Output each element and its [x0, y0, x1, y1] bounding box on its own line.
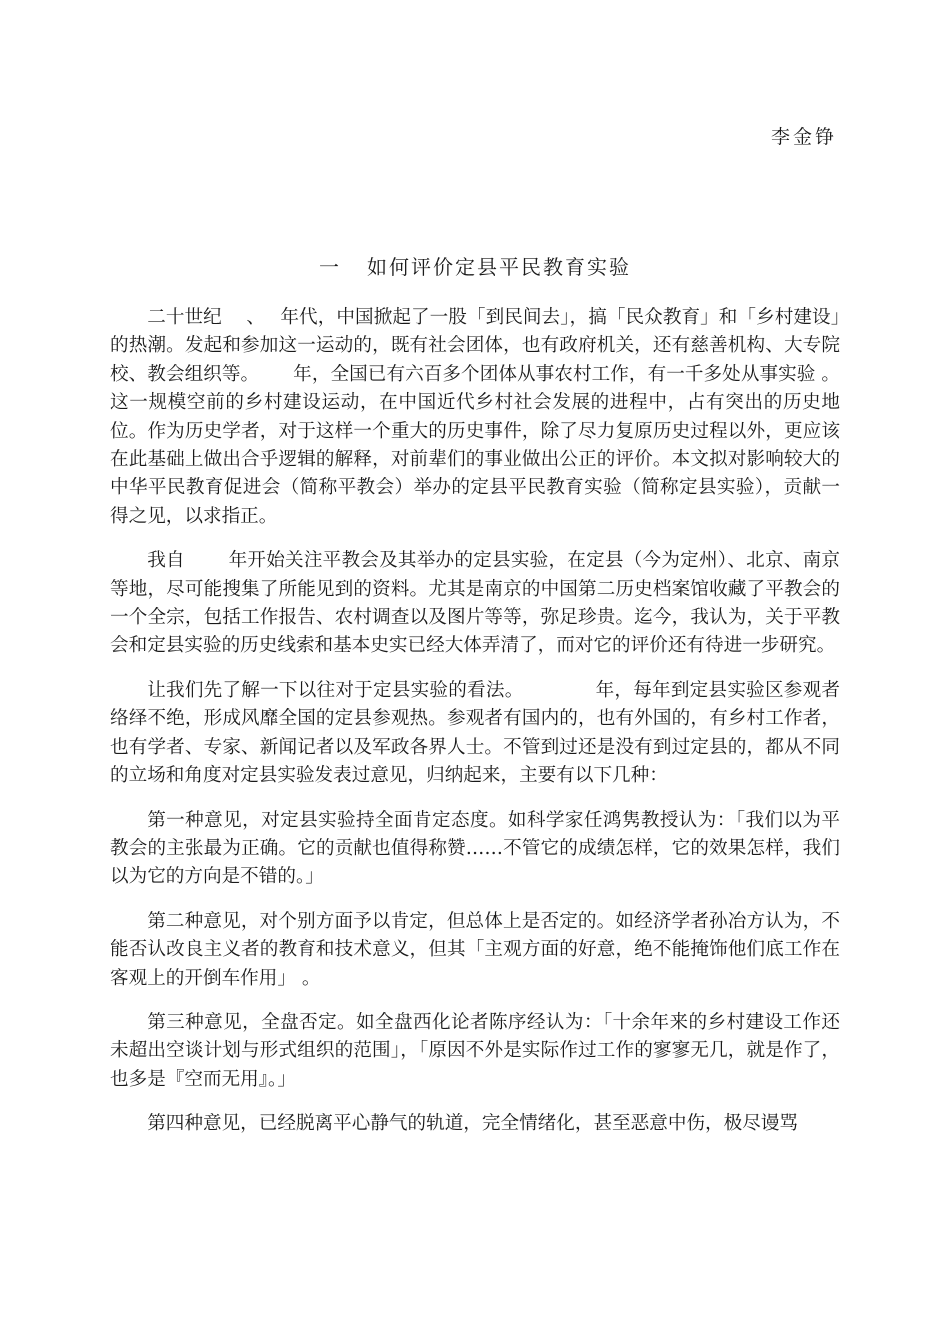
- paragraph: [110, 547, 840, 661]
- section-title: 如何评价定县平民教育实验: [367, 255, 631, 279]
- body-text: [110, 304, 840, 1155]
- paragraph-text: 第一种意见，对定县实验持全面肯定态度。如科学家任鸿隽教授认为：「我们以为平教会的主张最为正确。它的贡献也值得称赞……不管它的成绩怎样，它的效果怎样，我们以为它的方向是不错的。」: [110, 809, 840, 888]
- paragraph-text: 第三种意见，全盘否定。如全盘西化论者陈序经认为：「十余年来的乡村建设工作还未超出空谈计划与形式组织的范围」，「原因不外是实际作过工作的寥寥无几，就是作了，也多是『空而无用』。」: [110, 1011, 840, 1090]
- paragraph: [110, 1110, 840, 1138]
- section-heading: [0, 253, 950, 281]
- author-name: 李金铮: [770, 126, 837, 148]
- paragraph: [110, 677, 840, 791]
- paragraph-text: 第二种意见，对个别方面予以肯定，但总体上是否定的。如经济学者孙冶方认为，不能否认改良主义者的教育和技术意义，但其「主观方面的好意，绝不能掩饰他们底工作在客观上的开倒车作用」 。: [110, 910, 840, 989]
- paragraph-text: 让我们先了解一下以往对于定县实验的看法。 年，每年到定县实验区参观者络绎不绝，形成风靡全国的定县参观热。参观者有国内的，也有外国的，有乡村工作者，也有学者、专家、新闻记者以及军政各界人士。不管到过还是没有到过定县的，都从不同的立场和角度对定县实验发表过意见，归纳起来，主要有以下几种：: [110, 679, 840, 787]
- paragraph: [110, 1009, 840, 1094]
- paragraph: [110, 908, 840, 993]
- paragraph-text: 我自 年开始关注平教会及其举办的定县实验，在定县（今为定州）、北京、南京等地，尽可能搜集了所能见到的资料。尤其是南京的中国第二历史档案馆收藏了平教会的一个全宗，包括工作报告、农村调查以及图片等等，弥足珍贵。迄今，我认为，关于平教会和定县实验的历史线索和基本史实已经大体弄清了，而对它的评价还有待进一步研究。: [110, 550, 840, 657]
- paragraph: [110, 807, 840, 892]
- paragraph-text: 第四种意见，已经脱离平心静气的轨道，完全情绪化，甚至恶意中伤，极尽谩骂: [147, 1113, 798, 1135]
- paragraph-text: 二十世纪 、 年代，中国掀起了一股「到民间去」，搞「民众教育」和「乡村建设」的热潮。发起和参加这一运动的，既有社会团体，也有政府机关，还有慈善机构、大专院校、教会组织等。 年，全国已有六百多个团体从事农村工作，有一千多处从事实验 。这一规模空前的乡村建设运动，在中国近代乡村社会发展的进程中，占有突出的历史地位。作为历史学者，对于这样一个重大的历史事件，除了尽力复原历史过程以外，更应该在此基础上做出合乎逻辑的解释，对前辈们的事业做出公正的评价。本文拟对影响较大的中华平民教育促进会（简称平教会）举办的定县平民教育实验（简称定县实验），贡献一得之见，以求指正。: [110, 307, 840, 527]
- section-number: 一: [319, 255, 341, 279]
- paragraph: [110, 304, 840, 531]
